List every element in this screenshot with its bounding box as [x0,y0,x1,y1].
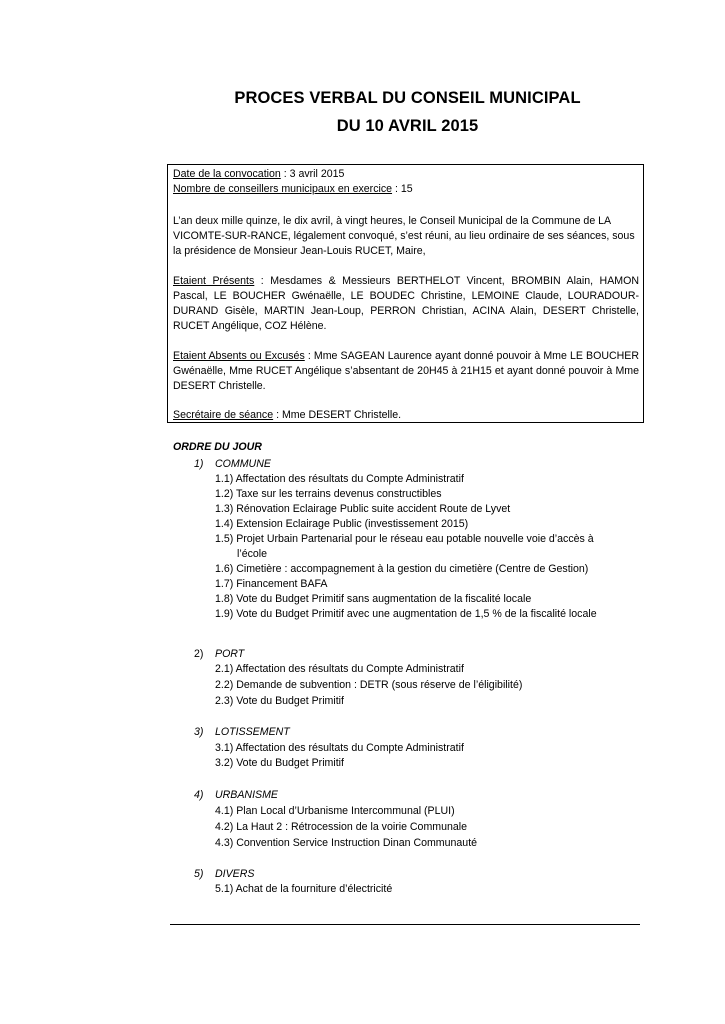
agenda-item: 2.3) Vote du Budget Primitif [215,695,344,707]
absents-value: : Mme SAGEAN Laurence ayant donné pouvoir à Mme LE BOUCHER Gwénaëlle, Mme RUCET Angélique s’absentant de 20H45 à 21H15 et ayant donné pouvoir à Mme DESERT Christelle. [173,350,639,392]
agenda-item: 1.5) Projet Urbain Partenarial pour le réseau eau potable nouvelle voie d’accès à [215,533,594,545]
conseillers-label: Nombre de conseillers municipaux en exercice [173,183,393,195]
section-number: 4) [194,789,204,801]
agenda-item: 3.1) Affectation des résultats du Compte Administratif [215,742,464,754]
agenda-item: 4.2) La Haut 2 : Rétrocession de la voirie Communale [215,821,468,833]
convocation-line [173,167,639,182]
agenda-item: 1.1) Affectation des résultats du Compte Administratif [215,473,464,485]
agenda-item: 1.8) Vote du Budget Primitif sans augmentation de la fiscalité locale [215,593,532,605]
agenda-heading: ORDRE DU JOUR [173,441,262,453]
absents-label: Etaient Absents ou Excusés [173,350,305,362]
agenda-item: 2.1) Affectation des résultats du Compte Administratif [215,663,464,675]
agenda-item-continuation: l’école [237,548,268,560]
agenda-item: 1.9) Vote du Budget Primitif avec une augmentation de 1,5 % de la fiscalité locale [215,608,597,620]
footer-divider [170,924,640,925]
intro-paragraph: L’an deux mille quinze, le dix avril, à vingt heures, le Conseil Municipal de la Commune de LA VICOMTE-SUR-RANCE, légalement convoqué, s’est réuni, au lieu ordinaire de ses séances, sous la présidence de Monsieur Jean-Louis RUCET, Maire, [173,215,635,257]
agenda-item: 4.1) Plan Local d’Urbanisme Intercommunal (PLUI) [215,805,455,817]
agenda-item: 1.2) Taxe sur les terrains devenus constructibles [215,488,442,500]
presents-label: Etaient Présents [173,275,255,287]
agenda-item: 2.2) Demande de subvention : DETR (sous réserve de l’éligibilité) [215,679,523,691]
secretaire-value: : Mme DESERT Christelle. [273,409,402,421]
presents-value: : Mesdames & Messieurs BERTHELOT Vincent, BROMBIN Alain, HAMON Pascal, LE BOUCHER Gwénaëlle, LE BOUDEC Christine, LEMOINE Claude, LOURADOUR-DURAND Gisèle, MARTIN Jean-Loup, PERRON Christian, ACINA Alain, DESERT Christelle, RUCET Angélique, COZ Hélène. [173,275,639,332]
section-number: 5) [194,868,204,880]
agenda-item: 5.1) Achat de la fourniture d’électricité [215,883,393,895]
conseillers-line [173,182,639,197]
conseillers-value: : 15 [392,183,413,195]
agenda-item: 4.3) Convention Service Instruction Dinan Communauté [215,837,478,849]
agenda-item: 3.2) Vote du Budget Primitif [215,757,344,769]
page-subtitle-date: DU 10 AVRIL 2015 [336,117,479,135]
section-name: PORT [215,648,245,660]
section-name: URBANISME [215,789,278,801]
agenda-item: 1.6) Cimetière : accompagnement à la gestion du cimetière (Centre de Gestion) [215,563,589,575]
absents-paragraph [173,349,639,394]
presents-paragraph [173,274,639,334]
secretaire-label: Secrétaire de séance [173,409,274,421]
section-number: 2) [194,648,204,660]
agenda-item: 1.3) Rénovation Eclairage Public suite accident Route de Lyvet [215,503,511,515]
secretaire-line [173,408,639,423]
section-number: 1) [194,458,204,470]
section-name: LOTISSEMENT [215,726,290,738]
section-name: COMMUNE [215,458,271,470]
convocation-value: : 3 avril 2015 [280,168,345,180]
section-number: 3) [194,726,204,738]
agenda-item: 1.7) Financement BAFA [215,578,328,590]
agenda-item: 1.4) Extension Eclairage Public (investissement 2015) [215,518,469,530]
page-title: PROCES VERBAL DU CONSEIL MUNICIPAL [234,89,581,107]
section-name: DIVERS [215,868,255,880]
convocation-label: Date de la convocation [173,168,281,180]
